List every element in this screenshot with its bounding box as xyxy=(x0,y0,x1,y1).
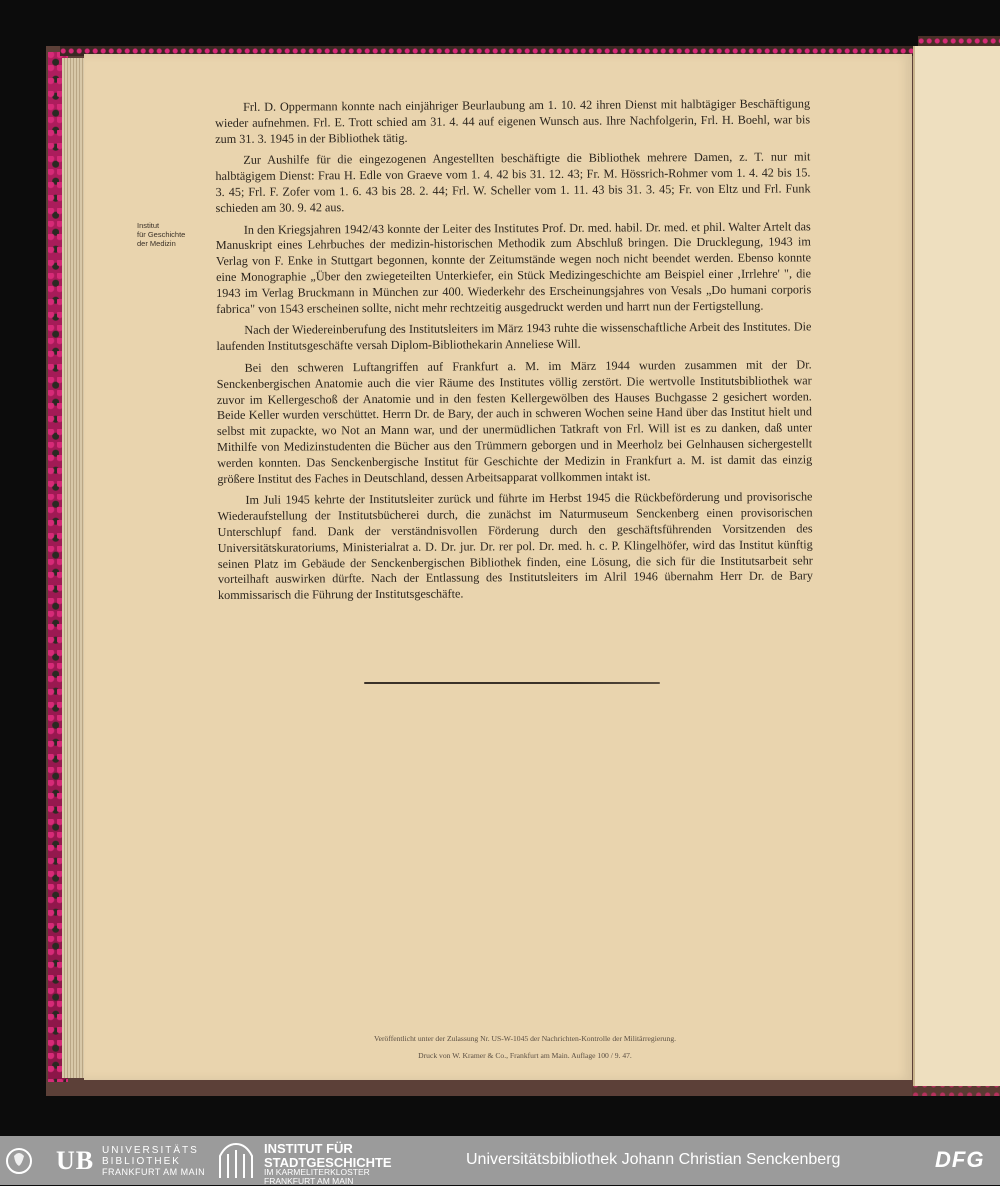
isg-logo-subtitle xyxy=(264,1168,370,1186)
margin-note-line: der Medizin xyxy=(137,239,176,248)
isg-logo-title xyxy=(264,1142,392,1169)
paragraph: Zur Aushilfe für die eingezogenen Angestellten beschäftigte die Bibliothek mehrere Damen, z. T. nur mit halbtägigem Dienst: Frau H. Edle von Graeve vom 1. 4. 42 bis 31. 12. 43; Fr. M. Hössrich-Rohmer vom 1. 4. 42 bis 15. 3. 45; Frl. F. Zofer vom 1. 6. 43 bis 28. 2. 44; Frl. W. Scheller vom 1. 11. 43 bis 31. 3. 45; Fr. von Eltz und Frl. Funk schieden am 30. 9. 42 aus. xyxy=(215,149,811,215)
ub-logo-line: UNIVERSITÄTS xyxy=(102,1145,199,1156)
ub-logo-text xyxy=(102,1146,205,1178)
dfg-logo[interactable]: DFG xyxy=(935,1147,985,1172)
margin-note-line: für Geschichte xyxy=(137,230,186,239)
margin-note-line: Institut xyxy=(137,221,160,230)
footer-bar xyxy=(0,1136,1000,1185)
isg-logo-line: FRANKFURT AM MAIN xyxy=(264,1176,354,1186)
paragraph: Frl. D. Oppermann konnte nach einjähriger Beurlaubung am 1. 10. 42 ihren Dienst mit halbtägiger Beschäftigung wieder aufnehmen. Frl. E. Trott schied am 31. 4. 44 auf eigenen Wunsch aus. Ihre Nachfolgerin, Frl. H. Boehl, war bis zum 31. 3. 1945 in der Bibliothek tätig. xyxy=(215,96,811,146)
paragraph: Nach der Wiedereinberufung des Institutsleiters im März 1943 ruhte die wissenschaftliche Arbeit des Institutes. Die laufenden Institutsgeschäfte versah Diplom-Bibliothekarin Anneliese Will. xyxy=(216,319,812,354)
imprint-printer: Druck von W. Kramer & Co., Frankfurt am Main. Auflage 100 / 9. 47. xyxy=(418,1051,632,1060)
section-divider xyxy=(364,682,660,684)
isg-logo-line: IM KARMELITERKLOSTER xyxy=(264,1167,370,1177)
isg-logo[interactable] xyxy=(216,1141,416,1186)
isg-logo-line: STADTGESCHICHTE xyxy=(264,1154,392,1170)
ub-logo[interactable] xyxy=(6,1144,206,1180)
facing-page xyxy=(913,46,1000,1086)
imprint xyxy=(300,1030,750,1064)
isg-emblem-icon xyxy=(216,1142,256,1180)
ub-logo-letters: UB xyxy=(56,1146,95,1175)
isg-logo-line: INSTITUT FÜR xyxy=(264,1141,353,1156)
paragraph: Bei den schweren Luftangriffen auf Frankfurt a. M. im März 1944 wurden zusammen mit der Dr. Senckenbergischen Anatomie auch die vier Räume des Institutes völlig zerstört. Die wertvolle Institutsbibliothek war zuvor im Kellergeschoß der Anatomie und in den festen Kellergewölben des Hauses Buchgasse 2 gesichert worden. Beide Keller wurden verschüttet. Herrn Dr. de Bary, der auch in schweren Wochen seine Hand über das Institut hielt und selbst mit zupackte, wo Not an Mann war, und der unermüdlichen Tatkraft von Frl. Will ist es zu danken, daß unter Mithilfe von Medizinstudenten die Bücher aus den Trümmern geborgen und in Meerholz bei Gelnhausen sichergestellt werden konnten. Das Senckenbergische Institut für Geschichte der Medizin in Frankfurt a. M. ist damit das einzig größere Institut des Faches in Deutschland, dessen Arbeitsapparat vollkommen intakt ist. xyxy=(216,357,813,486)
paragraph: In den Kriegsjahren 1942/43 konnte der Leiter des Institutes Prof. Dr. med. habil. Dr. med. et phil. Walter Artelt das Manuskript eines Lehrbuches der medizin-historischen Methodik zum Abschluß bringen. Die Drucklegung, 1943 im Verlag von F. Enke in Stuttgart begonnen, konnte der Zeitumstände wegen noch nicht beendet werden. Ebenso konnte eine Monographie „Über den zwiegeteilten Unterkiefer, ein Stück Medizingeschichte am Beispiel einer ‚Irrlehre' ", die 1943 im Verlag Bruckmann in München zur 400. Wiederkehr des Erscheinungsjahres von Vesals „Do humani corporis fabrica" von 1543 erscheinen sollte, nicht mehr rechtzeitig ausgedruckt werden und harrt nun der Fertigstellung. xyxy=(215,218,812,316)
ub-emblem-icon xyxy=(6,1144,52,1178)
library-name-link[interactable]: Universitätsbibliothek Johann Christian Senckenberg xyxy=(466,1151,841,1168)
ub-logo-line: FRANKFURT AM MAIN xyxy=(102,1167,206,1177)
ub-logo-line: BIBLIOTHEK xyxy=(102,1155,181,1167)
body-text xyxy=(215,96,813,610)
margin-note xyxy=(137,221,207,248)
imprint-license: Veröffentlicht unter der Zulassung Nr. US-W-1045 der Nachrichten-Kontrolle der Militärregierung. xyxy=(373,1034,677,1043)
paragraph: Im Juli 1945 kehrte der Institutsleiter zurück und führte im Herbst 1945 die Rückbeförderung und provisorische Wiederaufstellung der Institutsbücherei durch, die zunächst im Naturmuseum Senckenberg einen provisorischen Unterschlupf fand. Dank der verständnisvollen Förderung durch den geschäftsführenden Vorsitzenden des Universitätskuratoriums, Ministerialrat a. D. Dr. jur. Dr. rer pol. Dr. med. h. c. P. Klingelhöfer, wird das Institut künftig seinen Platz im Gebäude der Senckenbergischen Bibliothek finden, eine Lösung, die sich für die Institutsarbeit sehr vorteilhaft auswirken dürfte. Nach der Entlassung des Institutsleiters im Alril 1946 übernahm Herr Dr. de Bary kommissarisch die Führung der Institutsgeschäfte. xyxy=(217,489,813,603)
